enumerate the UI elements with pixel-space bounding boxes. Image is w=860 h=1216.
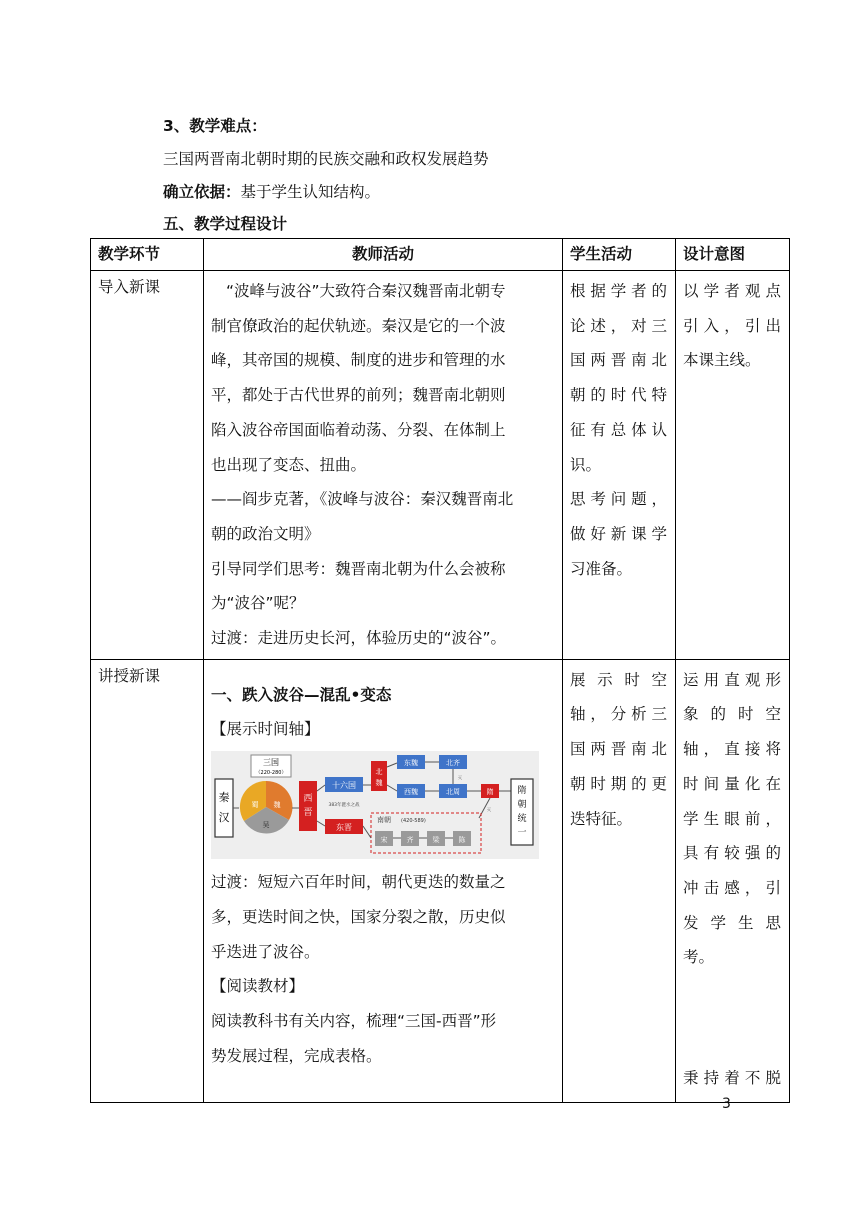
student-line: 做好新课学: [570, 524, 668, 543]
tl-qi: 齐: [406, 836, 414, 845]
basis-line: [163, 180, 380, 202]
header-student: 学生活动: [563, 239, 676, 271]
tl-sui-unify-4: 一: [517, 828, 527, 839]
tl-shiliuguo: 十六国: [332, 781, 356, 791]
tl-sui-unify-2: 朝: [517, 800, 527, 811]
tl-dongwei: 东魏: [404, 759, 418, 768]
show-timeline-label: 【展示时间轴】: [211, 720, 320, 739]
tl-battle-note: 383年淝水之战: [328, 803, 360, 809]
teacher-line: 制官僚政治的起伏轨迹。秦汉是它的一个波: [211, 316, 506, 335]
table-row: [91, 271, 790, 660]
teacher-line: 过渡：走进历史长河，体验历史的“波谷”。: [211, 629, 507, 648]
tl-song: 宋: [380, 836, 388, 845]
tl-sanguo-years: （220-280）: [255, 770, 287, 777]
intent-line: 以学者观点: [683, 282, 782, 300]
intent-line: 具有较强的: [683, 844, 782, 863]
tl-nanchao: 南朝: [377, 816, 391, 825]
intent-line: 引入，引出: [683, 316, 782, 335]
intent-line: 时间量化在: [683, 774, 782, 793]
stage-cell: 讲授新课: [91, 659, 204, 1102]
student-line: 展示时空: [570, 670, 668, 689]
teacher-line: 多，更迭时间之快，国家分裂之散，历史似: [211, 907, 506, 926]
basis-label: 确立依据：: [163, 183, 241, 201]
tl-mie-2: 灭: [487, 807, 491, 813]
student-line: 识。: [570, 455, 602, 474]
teacher-line: 陷入波谷帝国面临着动荡、分裂、在体制上: [211, 420, 506, 439]
table-header-row: [91, 239, 790, 271]
tl-wu: 吴: [262, 821, 270, 830]
basis-text: 基于学生认知结构。: [240, 183, 381, 201]
intent-line: 运用直观形: [683, 670, 782, 689]
student-activity-cell: [563, 271, 676, 660]
teacher-line: 乎迭进了波谷。: [211, 942, 320, 961]
tl-wei: 魏: [273, 801, 281, 810]
teacher-line: 阅读教科书有关内容，梳理“三国-西晋”形: [211, 1011, 497, 1030]
student-line: 朝时期的更: [570, 774, 668, 793]
intent-line: 秉持着不脱: [683, 1069, 782, 1088]
tl-qinhan-2: 汉: [218, 811, 230, 825]
page-number: 3: [722, 1096, 731, 1112]
table-row: [91, 659, 790, 1102]
teacher-activity-cell: [204, 271, 563, 660]
teacher-line: 引导同学们思考：魏晋南北朝为什么会被称: [211, 559, 506, 578]
student-line: 论述，对三: [570, 316, 668, 335]
tl-xiwei: 西魏: [404, 788, 418, 797]
tl-sui-unify-3: 统: [517, 814, 527, 825]
teacher-line: 【阅读教材】: [211, 977, 305, 996]
tl-mie-1: 灭: [458, 775, 462, 781]
tl-sui: 隋: [486, 788, 494, 797]
student-line: 迭特征。: [570, 809, 633, 828]
intent-cell: [676, 659, 790, 1102]
teacher-line: 峰，其帝国的规模、制度的进步和管理的水: [211, 351, 506, 370]
intent-cell: [676, 271, 790, 660]
tl-beizhou: 北周: [446, 788, 460, 797]
tl-xijin-2: 晋: [303, 808, 313, 819]
intent-line: 冲击感，引: [683, 878, 782, 897]
header-teacher: 教师活动: [204, 239, 563, 271]
timeline-figure: [211, 751, 555, 859]
teacher-line: 势发展过程，完成表格。: [211, 1046, 382, 1065]
teacher-activity-cell: [204, 659, 563, 1102]
teaching-process-table: [90, 238, 790, 1103]
teacher-line: 过渡：短短六百年时间，朝代更迭的数量之: [211, 873, 506, 892]
teacher-line: ——阎步克著，《波峰与波谷：秦汉魏晋南北: [211, 490, 514, 509]
intent-line: 发学生思: [683, 913, 782, 932]
teacher-line: 平，都处于古代世界的前列；魏晋南北朝则: [211, 386, 506, 405]
difficulty-heading: 3、教学难点：: [163, 117, 267, 135]
student-line: 轴，分析三: [570, 705, 668, 724]
stage-cell: 导入新课: [91, 271, 204, 660]
intent-line: 象的时空: [683, 705, 782, 724]
student-line: 国两晋南北: [570, 740, 668, 759]
tl-beiwei-2: 魏: [375, 779, 383, 788]
section-heading: 五、教学过程设计: [163, 215, 288, 233]
intent-line: 考。: [683, 948, 715, 967]
header-stage: 教学环节: [91, 239, 204, 271]
intent-line: 轴，直接将: [683, 740, 782, 759]
header-intent: 设计意图: [676, 239, 790, 271]
intent-line: 学生眼前，: [683, 809, 782, 828]
tl-sui-unify-1: 隋: [517, 786, 527, 797]
student-line: 思考问题，: [570, 490, 668, 509]
student-activity-cell: [563, 659, 676, 1102]
student-line: 根据学者的: [570, 282, 668, 300]
tl-liang: 梁: [432, 836, 440, 845]
teacher-line: 为“波谷”呢？: [211, 594, 305, 613]
tl-xijin-1: 西: [303, 794, 313, 805]
tl-chen: 陈: [458, 836, 466, 845]
student-line: 征有总体认: [570, 420, 668, 439]
student-line: 朝的时代特: [570, 386, 668, 405]
tl-shu: 蜀: [251, 801, 259, 810]
section-title: 一、跌入波谷—混乱•变态: [211, 685, 392, 704]
tl-qinhan-1: 秦: [218, 791, 230, 805]
tl-dongjin: 东晋: [336, 823, 352, 833]
teacher-line: 也出现了变态、扭曲。: [211, 455, 367, 474]
student-line: 国两晋南北: [570, 351, 668, 370]
tl-beiqi: 北齐: [446, 759, 460, 768]
intent-line: 本课主线。: [683, 351, 761, 370]
teacher-line: “波峰与波谷”大致符合秦汉魏晋南北朝专: [226, 282, 506, 300]
tl-nanchao-years: (420-589): [401, 818, 426, 825]
tl-beiwei-1: 北: [375, 768, 383, 777]
tl-sanguo: 三国: [263, 758, 279, 768]
teacher-line: 朝的政治文明》: [211, 524, 320, 543]
student-line: 习准备。: [570, 559, 633, 578]
difficulty-text: 三国两晋南北朝时期的民族交融和政权发展趋势: [163, 150, 489, 168]
timeline-diagram: [211, 751, 539, 859]
